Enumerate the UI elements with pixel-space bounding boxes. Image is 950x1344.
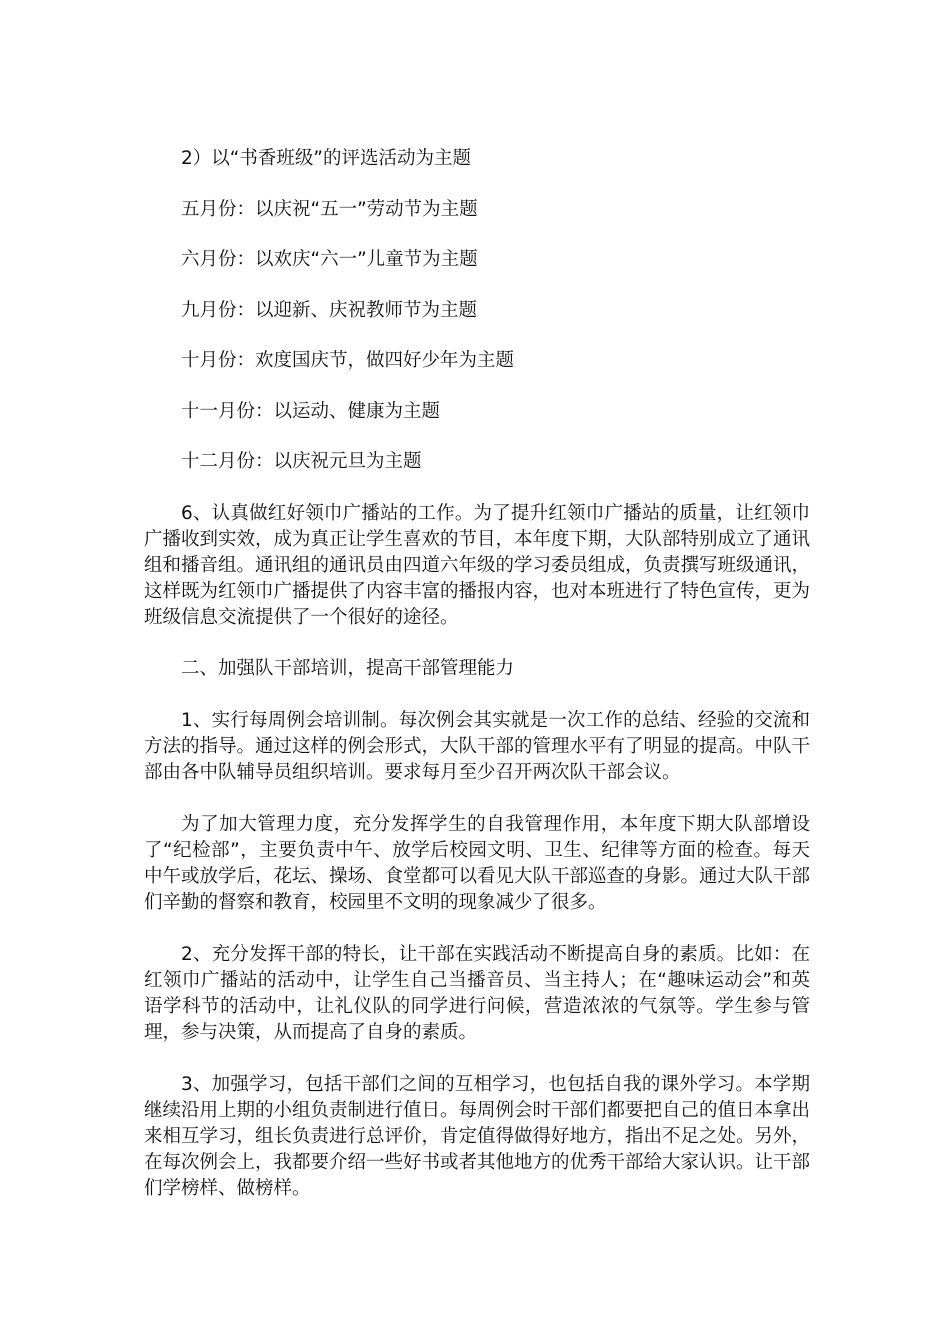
theme-line-june: 六月份：以欢庆“六一”儿童节为主题: [181, 249, 478, 270]
theme-line-november: 十一月份：以运动、健康为主题: [181, 400, 441, 422]
section-heading-cadre-training: 二、加强队干部培训，提高干部管理能力: [181, 657, 515, 679]
document-body: [144, 147, 810, 1202]
paragraph-broadcast-station: 6、认真做红好领巾广播站的工作。为了提升红领巾广播站的质量，让红领巾广播收到实效，成为真正让学生喜欢的节目，本年度下期，大队部特别成立了通讯组和播音组。通讯组的通讯员由四道六年级的学习委员组成，负责撰写班级通讯，这样既为红领巾广播提供了内容丰富的播报内容，也对本班进行了特色宣传，更为班级信息交流提供了一个很好的途径。: [144, 502, 811, 628]
theme-line-reading-class: 2）以“书香班级”的评选活动为主题: [181, 148, 471, 169]
paragraph-discipline-department: 为了加大管理力度，充分发挥学生的自我管理作用，本年度下期大队部增设了“纪检部”，主要负责中午、放学后校园文明、卫生、纪律等方面的检查。每天中午或放学后，花坛、操场、食堂都可以看见大队干部巡查的身影。通过大队干部们辛勤的督察和教育，校园里不文明的现象减少了很多。: [144, 813, 811, 913]
paragraph-cadre-strengths: 2、充分发挥干部的特长，让干部在实践活动不断提高自身的素质。比如：在红领巾广播站的活动中，让学生自己当播音员、当主持人；在“趣味运动会”和英语学科节的活动中，让礼仪队的同学进行问候，营造浓浓的气氛等。学生参与管理，参与决策，从而提高了自身的素质。: [144, 943, 810, 1043]
paragraph-weekly-meeting: 1、实行每周例会培训制。每次例会其实就是一次工作的总结、经验的交流和方法的指导。通过这样的例会形式，大队干部的管理水平有了明显的提高。中队干部由各中队辅导员组织培训。要求每月至少召开两次队干部会议。: [144, 709, 811, 783]
theme-line-may: 五月份：以庆祝“五一”劳动节为主题: [181, 198, 478, 220]
theme-line-october: 十月份：欢度国庆节，做四好少年为主题: [181, 350, 515, 371]
paragraph-strengthen-learning: 3、加强学习，包括干部们之间的互相学习，也包括自我的课外学习。本学期继续沿用上期的小组负责制进行值日。每周例会时干部们都要把自己的值日本拿出来相互学习，组长负责进行总评价，肯定值得做得好地方，指出不足之处。另外，在每次例会上，我都要介绍一些好书或者其他地方的优秀干部给大家认识。让干部们学榜样、做榜样。: [144, 1073, 811, 1199]
theme-line-september: 九月份：以迎新、庆祝教师节为主题: [181, 299, 478, 321]
theme-line-december: 十二月份：以庆祝元旦为主题: [181, 451, 422, 472]
